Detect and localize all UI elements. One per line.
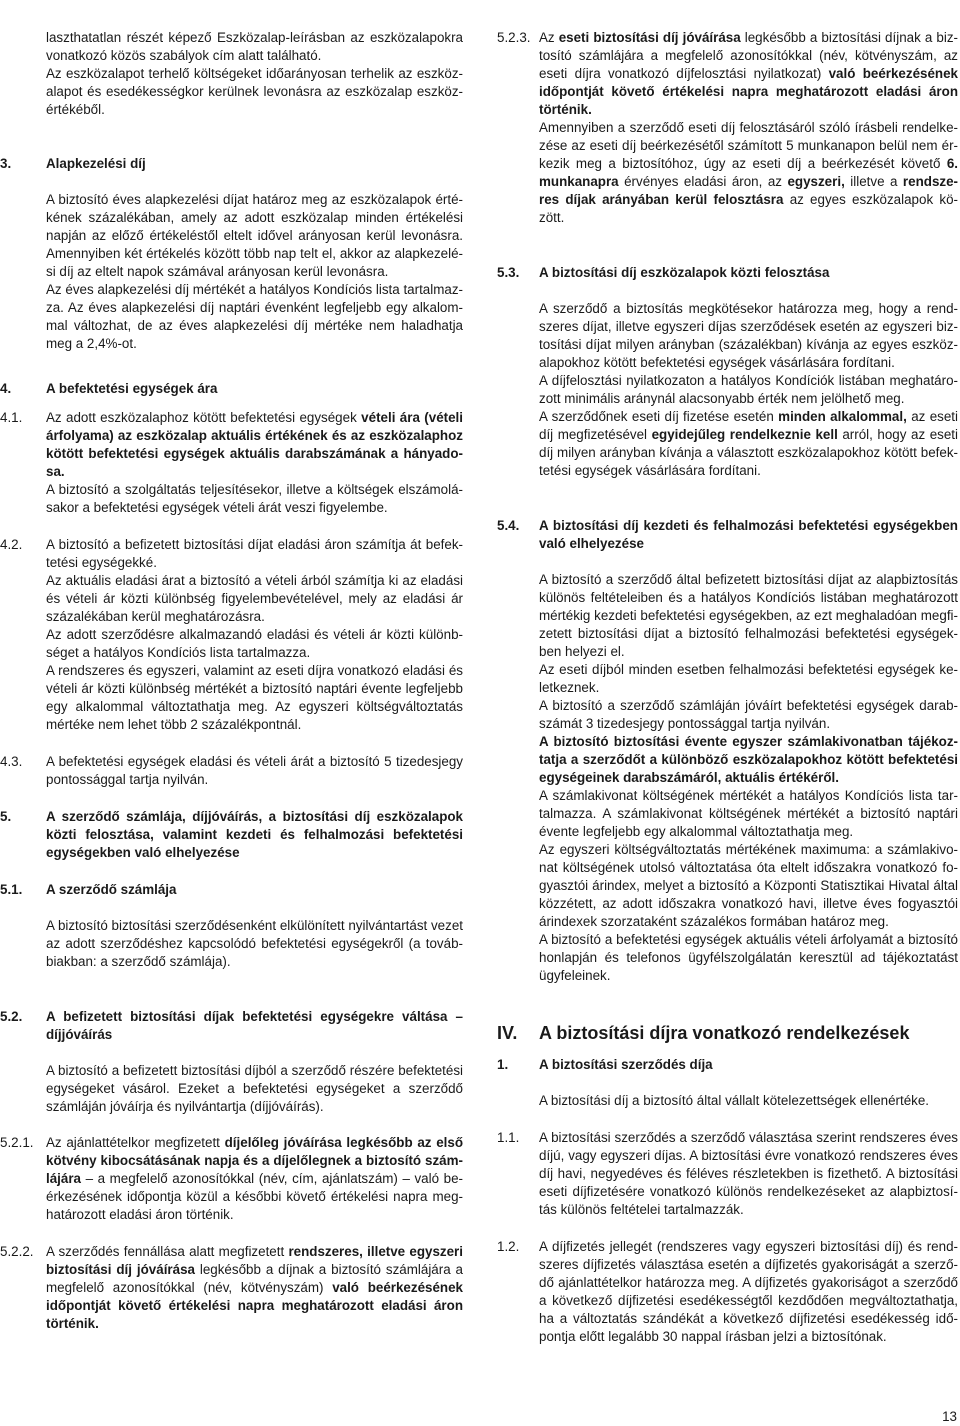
section-5-heading: 5. A szerződő számlája, díjjóváírás, a biztosítási díj eszközalapok közti felosztása, valamint kezdeti és felhalmozási befektetési egységekben való elhelyezése <box>0 809 463 860</box>
section-1-2: 1.2. A díjfizetés jellegét (rendszeres vagy egyszeri biztosítási díj) és rendszeres díjfizetés választása esetén a díjfizetés gyakoriságát a szerződő ajánlattételkor határozza meg. A díjfizetés gyakoriságot a szerződő a következő díjfizetési esedékességtől kezdődően megváltoztathatja, ha a változtatás szándékát a következő díjfizetési esedékesség időpontja előtt legalább 30 nappal írásban jelzi a biztosítónak. <box>497 1239 958 1344</box>
chapter-IV-heading: IV. A biztosítási díjra vonatkozó rendelkezések <box>497 1023 910 1043</box>
section-4-3: 4.3. A befektetési egységek eladási és vételi árát a biztosító 5 tizedesjegy pontossággal tartja nyilván. <box>0 754 463 787</box>
section-5-2-2: 5.2.2. A szerződés fennállása alatt megfizetett rendszeres, illetve egyszeri biztosítási díj jóváírása legkésőbb a díjnak a biztosító számlájára a megfelelő azonosítókkal (név, kötvényszám) való beérkezésének időpontját követő értékelési napra meghatározott eladási áron történik. <box>0 1244 463 1331</box>
section-5-2-1: 5.2.1. Az ajánlattételkor megfizetett díjelőleg jóváírása legkésőbb az első kötvény kibocsátásának napja és a díjelőlegnek a biztosító számlájára – a megfelelő azonosítókkal (név, cím, ajánlatszám) – való beérkezésének időpontja közül a későbbi követő értékelési napra meghatározott eladási áron történik. <box>0 1135 463 1222</box>
section-4-1: 4.1. Az adott eszközalaphoz kötött befektetési egységek vételi ára (vételi árfolyama) az eszközalap aktuális értékének és az eszközalaphoz kötött befektetési egységek aktuális darabszámának a hányadosa. A biztosító a szolgáltatás teljesítésekor, illetve a költségek elszámolásakor a befektetési egységek vételi árát veszi figyelembe. <box>0 410 463 515</box>
left-column <box>0 29 463 1333</box>
right-column <box>497 29 958 1346</box>
section-5-4-heading: 5.4. A biztosítási díj kezdeti és felhalmozási befektetési egységekben való elhelyezése <box>497 518 958 551</box>
section-5-3-body: A szerződő a biztosítás megkötésekor határozza meg, hogy a rendszeres díjat, illetve egyszeri díjas szerződések esetén az egyszeri biztosítási díjat milyen arányban (százalékban) kívánja az egyes eszközalapokhoz kötött befektetési egységek vásárlására fordítani. A díjfelosztási nyilatkozaton a hatályos Kondíciók listában meghatározott minimális aránynál alacsonyabb érték nem jelölhető meg. A szerződőnek eseti díj fizetése esetén minden alkalommal, az eseti díj megfizetésével egyidejűleg rendelkeznie kell arról, hogy az eseti díj milyen arányban kívánja a választott eszközalapokhoz kötött befektetési egységek vásárlására fordítani. <box>539 301 958 478</box>
section-4-heading: 4. A befektetési egységek ára <box>0 381 218 396</box>
section-1-heading: 1. A biztosítási szerződés díja <box>497 1057 713 1072</box>
intro-paragraph: laszthatatlan részét képező Eszközalap-leírásban az eszközalapokra vonatkozó közös szabályok cím alatt található. <box>46 30 463 63</box>
section-5-2-3: 5.2.3. Az eseti biztosítási díj jóváírása legkésőbb a biztosítási díjnak a biztosító számlájára a megfelelő azonosítókkal (név, kötvényszám, az eseti díjra vonatkozó díjfelosztási nyilatkozat) való beérkezésének időpontját követő értékelési napra meghatározott eladási áron történik. Amennyiben a szerződő eseti díj felosztásáról szóló írásbeli rendelkezése az eseti díj beérkezésétől számított 5 munkanapon belül nem érkezik meg a biztosítóhoz, úgy az eseti díj a beérkezését követő 6. munkanapra érvényes eladási áron, az egyszeri, illetve a rendszeres díjak arányában kerül felosztásra az egyes eszközalapok között. <box>497 30 958 225</box>
section-5-2-body: A biztosító a befizetett biztosítási díjból a szerződő részére befektetési egységeket vásárol. Ezeket a befektetési egységeket a szerződő számláján jóváírja és nyilvántartja (díjjóváírás). <box>46 1063 463 1114</box>
section-1-1: 1.1. A biztosítási szerződés a szerződő választása szerint rendszeres éves díjú, vagy egyszeri díjas. A biztosítási évre vonatkozó rendszeres éves díj havi, negyedéves és féléves részletekben is fizethető. A biztosítási eseti díjfizetésére vonatkozó különös rendelkezéseket az alapbiztosítás különös feltételei tartalmazzák. <box>497 1130 958 1217</box>
section-5-1-heading: 5.1. A szerződő számlája <box>0 882 177 897</box>
section-4-2: 4.2. A biztosító a befizetett biztosítási díjat eladási áron számítja át befektetési egységekké. Az aktuális eladási árat a biztosító a vételi árból számítja ki az eladási és vételi ár közti különbség figyelembevételével, mely az eladási ár százalékában kerül meghatározásra. Az adott szerződésre alkalmazandó eladási és vételi ár közti különbséget a hatályos Kondíciós lista tartalmazza. A rendszeres és egyszeri, valamint az eseti díjra vonatkozó eladási és vételi ár közti különbség mértékét a biztosító naptári évente legfeljebb egy alkalommal változtathatja meg. Az egyszeri költségváltoztatás mértéke nem lehet több 2 százalékpontnál. <box>0 537 463 732</box>
section-5-3-heading: 5.3. A biztosítási díj eszközalapok közti felosztása <box>497 265 830 280</box>
section-5-4-body: A biztosító a szerződő által befizetett biztosítási díjat az alapbiztosítás különös feltételeiben és a hatályos Kondíciós listában meghatározott mértékig kezdeti befektetési egységekben, az ezt meghaladóan megfizetett biztosítási díjat a biztosító felhalmozási befektetési egységekben helyezi el. Az eseti díjból minden esetben felhalmozási befektetési egységek keletkeznek. A biztosító a szerződő számláján jóváírt befektetési egységek darabszámát 3 tizedesjegy pontossággal tartja nyilván. A biztosító biztosítási évente egyszer számlakivonatban tájékoztatja a szerződőt a különböző eszközalapokhoz kötött befektetési egységeinek darabszámáról, aktuális értékéről. A számlakivonat költségének mértékét a hatályos Kondíciós lista tartalmazza. A számlakivonat költségének mértékét a biztosító naptári évente legfeljebb egy alkalommal változtathatja meg. Az egyszeri költségváltoztatás mértékének maximuma: a számlakivonat költségének utolsó változtatása óta eltelt időszakra vonatkozó fogyasztói árindex, melyet a biztosító a Központi Statisztikai Hivatal által közzétett, az adott időszakra vonatkozó havi, illetve éves fogyasztói árindexek szorzataként százalékos formában határoz meg. A biztosító a befektetési egységek aktuális vételi árfolyamát a biztosító honlapján és telefonos ügyfélszolgálatán keresztül ad tájékoztatást ügyfeleinek. <box>539 572 958 983</box>
section-1-body: A biztosítási díj a biztosító által vállalt kötelezettségek ellenértéke. <box>539 1093 930 1108</box>
section-3-heading: 3. Alapkezelési díj <box>0 156 146 171</box>
section-5-1-body: A biztosító biztosítási szerződésenként elkülönített nyilvántartást vezet az adott szerződéshez kapcsolódó befektetési egységekről (a továbbiakban: a szerződő számlája). <box>46 918 463 969</box>
section-3-body: A biztosító éves alapkezelési díjat határoz meg az eszközalapok értékének százalékában, amely az adott eszközalap minden értékelési napján az előző értékeléstől eltelt idővel arányosan kerül levonásra. Amennyiben két értékelés között több nap telt el, akkor az alapkezelési díj az eltelt napok számával arányosan kerül levonásra. Az éves alapkezelési díj mértékét a hatályos Kondíciós lista tartalmazza. Az éves alapkezelési díj naptári évenként legfeljebb egy alkalommal változhat, de az éves alapkezelési díj mértéke nem haladhatja meg a 2,4%-ot. <box>46 192 463 351</box>
intro-block <box>0 29 463 119</box>
intro-paragraph: Az eszközalapot terhelő költségeket időarányosan terhelik az eszközalapot és esedékességkor kerülnek levonásra az eszközalap eszközértékéből. <box>46 66 463 117</box>
page-number: 13 <box>942 1409 957 1424</box>
section-5-2-heading: 5.2. A befizetett biztosítási díjak befektetési egységekre váltása – díjjóváírás <box>0 1009 463 1042</box>
